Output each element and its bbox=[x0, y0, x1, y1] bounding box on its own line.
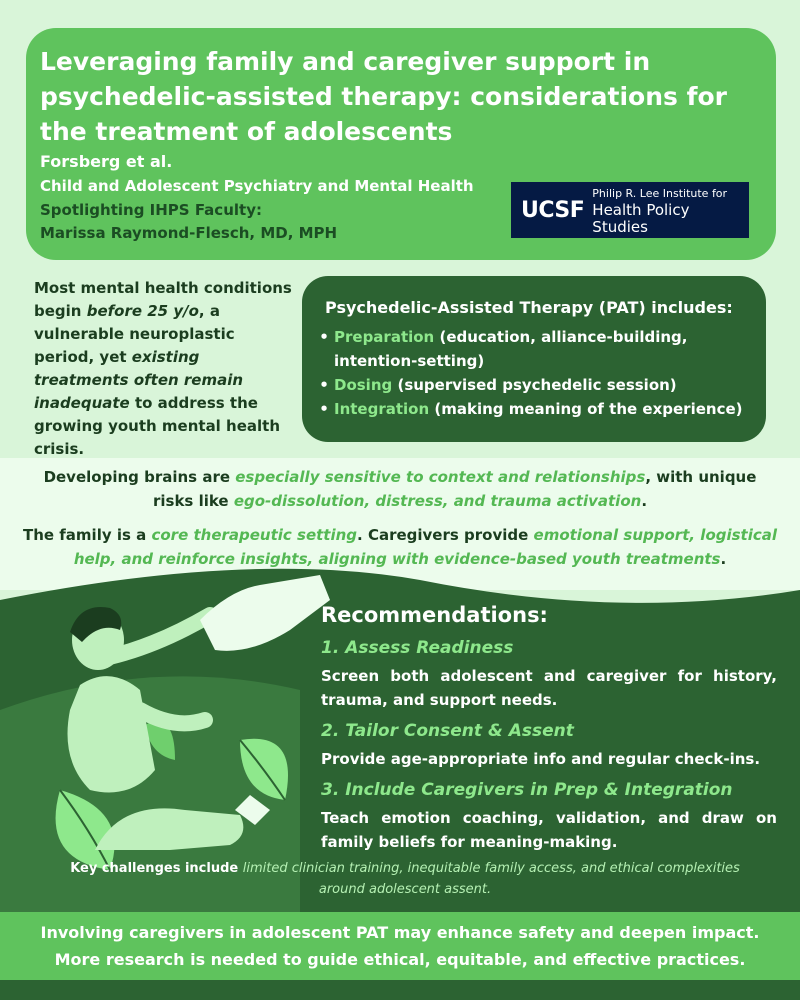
pat-heading: Psychedelic-Assisted Therapy (PAT) includes: bbox=[325, 298, 733, 317]
recommendation-1-body: Screen both adolescent and caregiver for history, trauma, and support needs. bbox=[321, 667, 777, 709]
footer-text bbox=[0, 919, 800, 973]
footer-line-1: Involving caregivers in adolescent PAT may enhance safety and deepen impact. bbox=[40, 923, 760, 942]
pat-item-preparation: • Preparation (education, alliance-building, intention-setting) bbox=[314, 325, 764, 373]
journal-name: Child and Adolescent Psychiatry and Mental Health bbox=[40, 177, 474, 195]
recommendation-3-body: Teach emotion coaching, validation, and draw on family beliefs for meaning-making. bbox=[321, 809, 777, 851]
recommendations-title: Recommendations: bbox=[321, 603, 548, 627]
faculty-name: Marissa Raymond-Flesch, MD, MPH bbox=[40, 224, 338, 242]
bullet-icon: • bbox=[319, 400, 329, 418]
ucsf-logo bbox=[511, 182, 749, 238]
logo-text bbox=[592, 185, 749, 236]
logo-line-2: Health Policy Studies bbox=[592, 200, 690, 236]
pat-item-integration: • Integration (making meaning of the experience) bbox=[314, 397, 764, 421]
recommendation-3-heading: 3. Include Caregivers in Prep & Integration bbox=[321, 780, 733, 800]
recommendation-2-body: Provide age-appropriate info and regular check-ins. bbox=[321, 750, 761, 768]
bullet-icon: • bbox=[319, 376, 329, 394]
bullet-icon: • bbox=[319, 328, 329, 346]
footer-line-2: More research is needed to guide ethical, equitable, and effective practices. bbox=[54, 950, 746, 969]
recommendation-2-heading: 2. Tailor Consent & Assent bbox=[321, 721, 574, 741]
pat-item-dosing: • Dosing (supervised psychedelic session) bbox=[314, 373, 764, 397]
logo-line-1: Philip R. Lee Institute for bbox=[592, 186, 728, 200]
challenges-note: Key challenges include limited clinician training, inequitable family access, and ethical complexities around adolescent assent. bbox=[70, 861, 740, 897]
spotlight-label: Spotlighting IHPS Faculty: bbox=[40, 201, 262, 219]
author-line: Forsberg et al. bbox=[40, 152, 173, 171]
family-paragraph: The family is a core therapeutic setting. Caregivers provide emotional support, logistical help, and reinforce insights, aligning with evidence-based youth treatments. bbox=[22, 526, 778, 568]
intro-paragraph: Most mental health conditions begin before 25 y/o, a vulnerable neuroplastic period, yet existing treatments often remain inadequate to address the growing youth mental health crisis. bbox=[34, 279, 292, 458]
context-paragraph: Developing brains are especially sensitive to context and relationships, with unique risks like ego-dissolution, distress, and trauma activation. bbox=[43, 468, 757, 510]
bottom-strip bbox=[0, 980, 800, 1000]
logo-mark: UCSF bbox=[521, 197, 585, 223]
recommendation-1-heading: 1. Assess Readiness bbox=[321, 638, 514, 658]
page-title: Leveraging family and caregiver support in psychedelic-assisted therapy: considerations for the treatment of adolescents bbox=[40, 47, 727, 146]
